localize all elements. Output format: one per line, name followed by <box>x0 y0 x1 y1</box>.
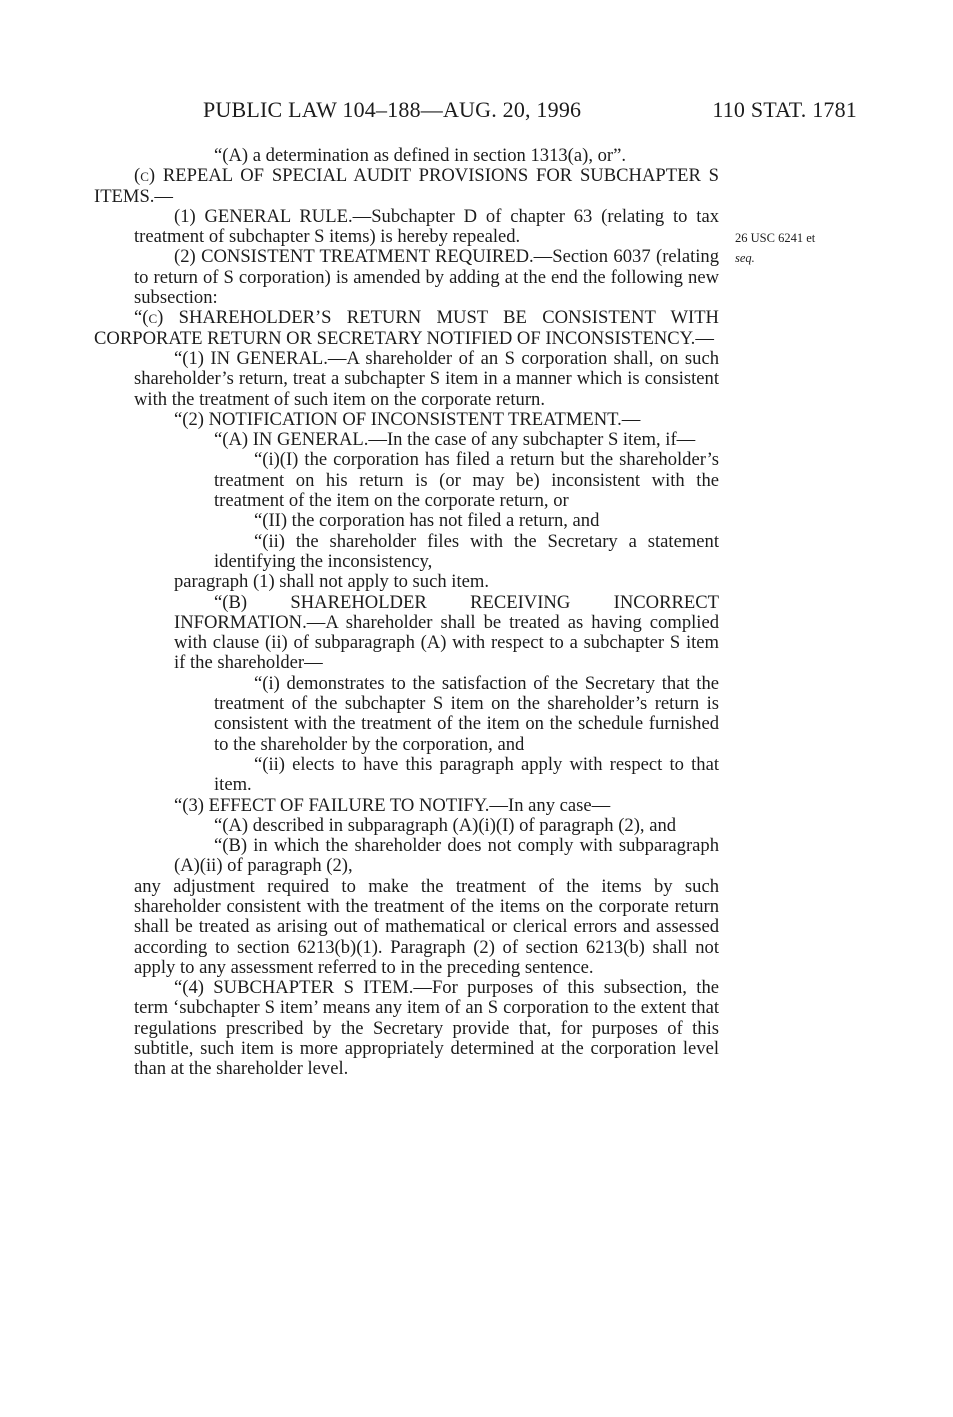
paragraph: “(B) SHAREHOLDER RECEIVING INCORRECT INFORMATION.—A shareholder shall be treated as having complied with clause (ii) of subparagraph (A) with respect to a subchapter S item if the shareholder— <box>174 591 719 674</box>
margin-citation-line-2: seq. <box>735 251 755 265</box>
margin-citation <box>735 228 865 268</box>
paragraph: “(A) a determination as defined in section 1313(a), or”. <box>214 145 627 166</box>
paragraph: “(ii) elects to have this paragraph apply with respect to that item. <box>214 753 719 796</box>
paragraph: (c) REPEAL OF SPECIAL AUDIT PROVISIONS FOR SUBCHAPTER S ITEMS.— <box>94 165 719 207</box>
paragraph: “(c) SHAREHOLDER’S RETURN MUST BE CONSISTENT WITH CORPORATE RETURN OR SECRETARY NOTIFIED OF INCONSISTENCY.— <box>94 307 719 349</box>
paragraph: “(i)(I) the corporation has filed a return but the shareholder’s treatment on his return is (or may be) inconsistent with the treatment of the item on the corporate return, or <box>214 449 719 512</box>
paragraph: “(ii) the shareholder files with the Secretary a statement identifying the inconsistency, <box>214 530 719 572</box>
statute-text <box>94 145 719 1080</box>
paragraph: paragraph (1) shall not apply to such item. <box>174 571 489 593</box>
running-header-page: 110 STAT. 1781 <box>712 97 857 122</box>
paragraph: any adjustment required to make the treatment of the items by such shareholder consistent with the treatment of the items on the corporate return shall be treated as arising out of mathematical or clerical errors and assessed according to section 6213(b)(1). Paragraph (2) of section 6213(b) shall not apply to any assessment referred to in the preceding sentence. <box>134 875 719 978</box>
paragraph: “(4) SUBCHAPTER S ITEM.—For purposes of this subsection, the term ‘subchapter S item’ means any item of an S corporation to the extent that regulations prescribed by the Secretary provide that, for purposes of this subtitle, such item is more appropriately determined at the corporation level than at the shareholder level. <box>134 977 719 1080</box>
paragraph: “(A) IN GENERAL.—In the case of any subchapter S item, if— <box>214 429 696 451</box>
paragraph: “(1) IN GENERAL.—A shareholder of an S corporation shall, on such shareholder’s return, treat a subchapter S item in a manner which is consistent with the treatment of such item on the corporate return. <box>134 347 719 410</box>
paragraph: (1) GENERAL RULE.—Subchapter D of chapter 63 (relating to tax treatment of subchapter S items) is hereby repealed. <box>134 205 719 248</box>
paragraph: “(A) described in subparagraph (A)(i)(I) of paragraph (2), and <box>214 814 677 836</box>
paragraph: (2) CONSISTENT TREATMENT REQUIRED.—Section 6037 (relating to return of S corporation) is amended by adding at the end the following new subsection: <box>134 246 719 309</box>
paragraph: “(2) NOTIFICATION OF INCONSISTENT TREATMENT.— <box>174 408 641 430</box>
paragraph: “(II) the corporation has not filed a return, and <box>254 510 600 532</box>
paragraph: “(B) in which the shareholder does not comply with subparagraph (A)(ii) of paragraph (2), <box>174 835 719 877</box>
margin-citation-line-1: 26 USC 6241 et <box>735 231 816 245</box>
running-header-title: PUBLIC LAW 104–188—AUG. 20, 1996 <box>203 97 582 122</box>
paragraph: “(3) EFFECT OF FAILURE TO NOTIFY.—In any case— <box>174 794 611 816</box>
paragraph: “(i) demonstrates to the satisfaction of the Secretary that the treatment of the subchapter S item on the shareholder’s return is consistent with the treatment of the item on the schedule furnished to the shareholder by the corporation, and <box>214 672 719 755</box>
